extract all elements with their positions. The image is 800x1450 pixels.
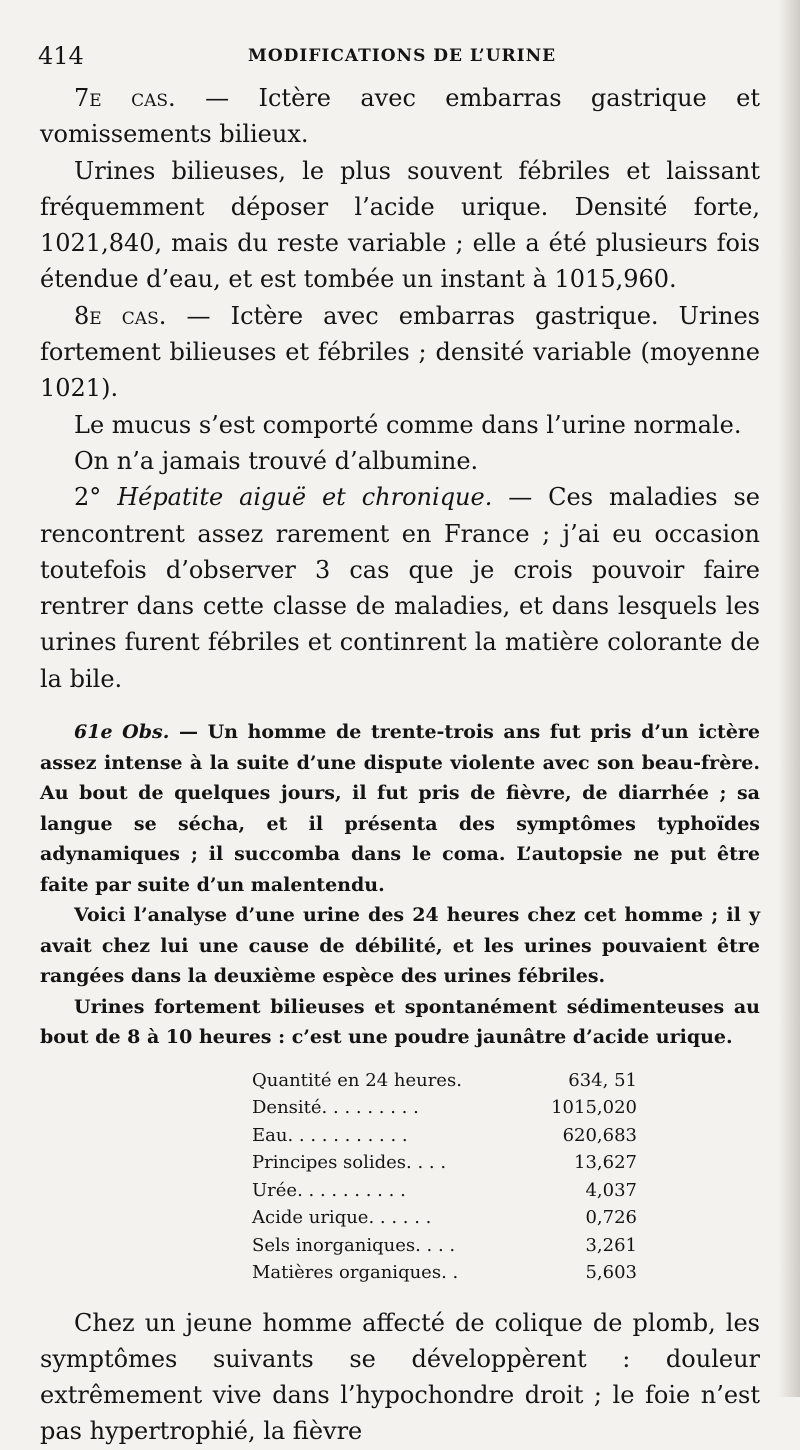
obs-61-text: — Un homme de trente-trois ans fut pris d’un ictère assez intense à la suite d’une dispute violente avec son beau-frère. Au bout de quelques jours, il fut pris de fièvre, de diarrhée ; sa langue se sécha, et il présenta des symptômes typhoïdes adynamiques ; il succomba dans le coma. L’autopsie ne put être faite par suite d’un malentendu. bbox=[40, 721, 761, 896]
running-title: MODIFICATIONS DE L’URINE bbox=[248, 46, 557, 66]
page-body bbox=[40, 80, 760, 1450]
case-7-paragraph: Urines bilieuses, le plus souvent fébriles et laissant fréquemment déposer l’acide urique. Densité forte, 1021,840, mais du reste variable ; elle a été plusieurs fois étendue d’eau, et est tombée un instant à 1015,960. bbox=[40, 156, 760, 294]
case-8-label: 8e cas. bbox=[74, 301, 167, 330]
analysis-row bbox=[252, 1177, 637, 1205]
analysis-row bbox=[252, 1094, 637, 1122]
mucus-paragraph: Le mucus s’est comporté comme dans l’urine normale. bbox=[74, 410, 742, 439]
analysis-row bbox=[252, 1149, 637, 1177]
analysis-label: Densité. . . . . . . . . bbox=[252, 1097, 419, 1119]
analysis-label: Quantité en 24 heures. bbox=[252, 1069, 462, 1091]
analysis-value: 5,603 bbox=[585, 1262, 637, 1284]
case-8-text: — Ictère avec embarras gastrique. Urines fortement bilieuses et fébriles ; densité variable (moyenne 1021). bbox=[40, 301, 760, 403]
analysis-label: Sels inorganiques. . . . bbox=[252, 1234, 456, 1256]
final-paragraph: Chez un jeune homme affecté de colique de plomb, les symptômes suivants se développèrent : douleur extrêmement vive dans l’hypochondre droit ; le foie n’est pas hypertrophié, la fièvre bbox=[40, 1308, 760, 1446]
analysis-value: 4,037 bbox=[585, 1179, 637, 1201]
analysis-value: 1015,020 bbox=[551, 1097, 637, 1119]
page-header bbox=[38, 38, 758, 78]
hepatite-title: Hépatite aiguë et chronique. bbox=[117, 483, 493, 512]
analysis-row bbox=[252, 1204, 637, 1232]
case-8-paragraph bbox=[40, 298, 760, 407]
obs-61-paragraph-3: Urines fortement bilieuses et spontanément sédimenteuses au bout de 8 à 10 heures : c’est une poudre jaunâtre d’acide urique. bbox=[40, 995, 760, 1049]
analysis-row bbox=[252, 1122, 637, 1150]
obs-61-label: 61e Obs. bbox=[74, 721, 170, 744]
analysis-label: Eau. . . . . . . . . . . bbox=[252, 1124, 408, 1146]
hepatite-number: 2° bbox=[74, 483, 102, 512]
obs-61-paragraph-1 bbox=[40, 717, 760, 900]
analysis-row bbox=[252, 1259, 637, 1287]
analysis-value: 620,683 bbox=[562, 1124, 637, 1146]
case-7-label: 7e cas. bbox=[74, 84, 176, 112]
hepatite-paragraph bbox=[40, 479, 760, 697]
analysis-label: Urée. . . . . . . . . . bbox=[252, 1179, 406, 1201]
analysis-row bbox=[252, 1067, 637, 1095]
observation-61 bbox=[40, 717, 760, 1287]
albumine-paragraph: On n’a jamais trouvé d’albumine. bbox=[74, 446, 479, 475]
case-7-heading bbox=[40, 80, 760, 153]
obs-61-paragraph-2: Voici l’analyse d’une urine des 24 heures chez cet homme ; il y avait chez lui une cause de débilité, et les urines pouvaient être rangées dans la deuxième espèce des urines fébriles. bbox=[40, 904, 760, 988]
case-7-title: — Ictère avec embarras gastrique et vomissements bilieux. bbox=[40, 84, 760, 149]
analysis-value: 13,627 bbox=[574, 1152, 637, 1174]
analysis-row bbox=[252, 1232, 637, 1260]
analysis-value: 634, 51 bbox=[568, 1069, 637, 1091]
page-edge-shadow bbox=[778, 0, 800, 1397]
hepatite-text: — Ces maladies se rencontrent assez rarement en France ; j’ai eu occasion toutefois d’observer 3 cas que je crois pouvoir faire rentrer dans cette classe de maladies, et dans lesquels les urines furent fébriles et continrent la matière colorante de la bile. bbox=[40, 483, 760, 693]
analysis-value: 0,726 bbox=[585, 1207, 637, 1229]
analysis-value: 3,261 bbox=[585, 1234, 637, 1256]
analysis-label: Acide urique. . . . . . bbox=[252, 1207, 432, 1229]
analysis-label: Principes solides. . . . bbox=[252, 1152, 447, 1174]
page-number: 414 bbox=[38, 42, 84, 70]
analysis-label: Matières organiques. . bbox=[252, 1262, 459, 1284]
urine-analysis-table bbox=[252, 1067, 637, 1287]
